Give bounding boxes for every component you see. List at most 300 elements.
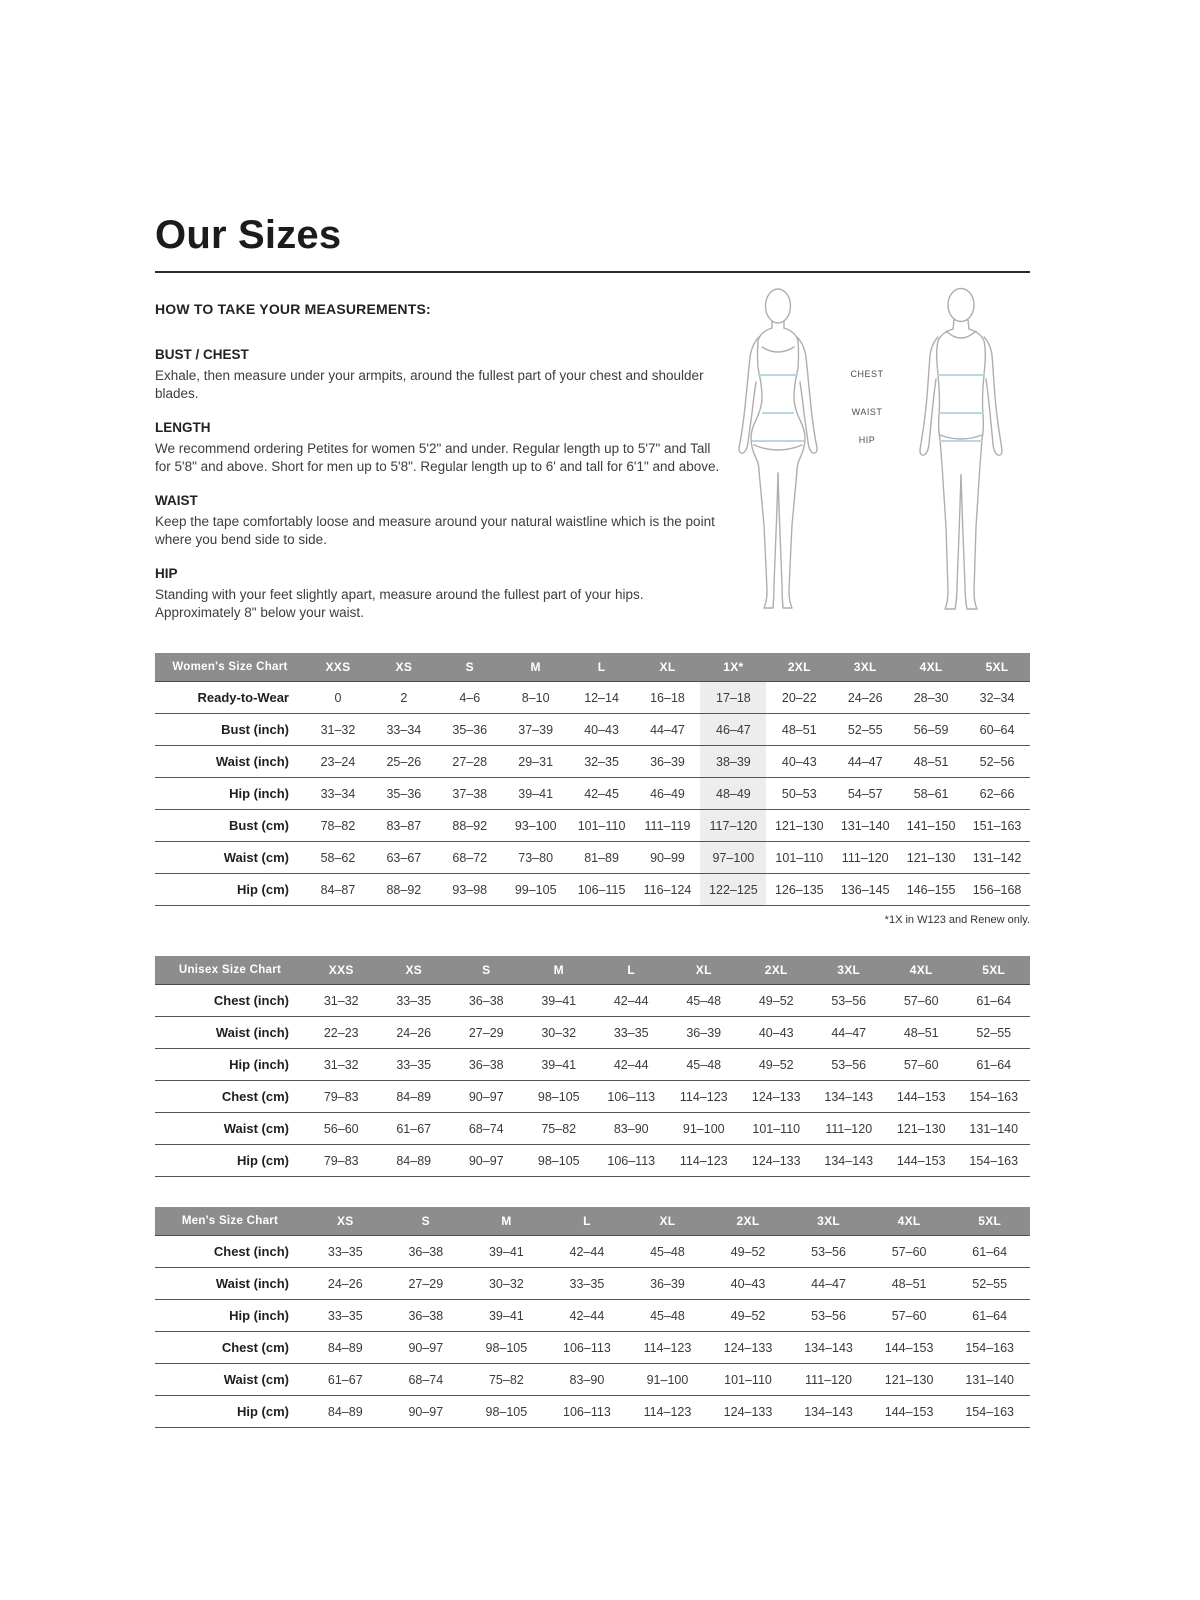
- size-cell: 91–100: [627, 1364, 708, 1396]
- size-cell: 50–53: [766, 778, 832, 810]
- table-row: [155, 1300, 1030, 1332]
- size-cell: 90–99: [635, 842, 701, 874]
- column-header: 4XL: [869, 1207, 950, 1236]
- size-cell: 46–47: [700, 714, 766, 746]
- row-label: Waist (inch): [155, 1268, 305, 1300]
- size-cell: 45–48: [627, 1236, 708, 1268]
- size-table-block-unisex: [155, 956, 1030, 1177]
- column-header: 4XL: [885, 956, 958, 985]
- size-table-unisex: [155, 956, 1030, 1177]
- size-cell: 84–87: [305, 874, 371, 906]
- size-cell: 40–43: [766, 746, 832, 778]
- size-cell: 31–32: [305, 1049, 378, 1081]
- size-cell: 83–90: [547, 1364, 628, 1396]
- column-header: 3XL: [788, 1207, 869, 1236]
- size-cell: 134–143: [788, 1396, 869, 1428]
- table-row: [155, 1113, 1030, 1145]
- size-cell: 49–52: [740, 985, 813, 1017]
- size-cell: 154–163: [949, 1332, 1030, 1364]
- size-cell: 53–56: [813, 1049, 886, 1081]
- table-row: [155, 842, 1030, 874]
- size-cell: 36–38: [450, 1049, 523, 1081]
- row-label: Hip (inch): [155, 778, 305, 810]
- size-cell: 61–64: [949, 1236, 1030, 1268]
- column-header: S: [386, 1207, 467, 1236]
- size-cell: 131–140: [958, 1113, 1031, 1145]
- size-cell: 57–60: [869, 1236, 950, 1268]
- size-cell: 25–26: [371, 746, 437, 778]
- size-cell: 48–51: [869, 1268, 950, 1300]
- size-cell: 154–163: [958, 1145, 1031, 1177]
- woman-outline: [739, 289, 817, 608]
- size-cell: 33–35: [305, 1300, 386, 1332]
- size-cell: 39–41: [503, 778, 569, 810]
- size-cell: 106–113: [547, 1332, 628, 1364]
- size-cell: 28–30: [898, 682, 964, 714]
- size-cell: 61–64: [949, 1300, 1030, 1332]
- size-cell: 78–82: [305, 810, 371, 842]
- size-cell: 48–51: [898, 746, 964, 778]
- size-cell: 2: [371, 682, 437, 714]
- row-label: Waist (inch): [155, 1017, 305, 1049]
- measurement-lines: [937, 375, 985, 441]
- size-cell: 134–143: [788, 1332, 869, 1364]
- size-cell: 68–74: [386, 1364, 467, 1396]
- size-cell: 40–43: [569, 714, 635, 746]
- size-cell: 37–38: [437, 778, 503, 810]
- size-cell: 32–34: [964, 682, 1030, 714]
- title-divider: [155, 271, 1030, 273]
- size-cell: 111–120: [813, 1113, 886, 1145]
- size-cell: 44–47: [813, 1017, 886, 1049]
- table-row: [155, 1049, 1030, 1081]
- size-cell: 121–130: [885, 1113, 958, 1145]
- size-cell: 52–55: [949, 1268, 1030, 1300]
- table-row: [155, 985, 1030, 1017]
- hip-label: HIP: [858, 435, 876, 445]
- size-cell: 98–105: [466, 1396, 547, 1428]
- size-cell: 53–56: [813, 985, 886, 1017]
- measurement-guide: [155, 301, 1030, 639]
- size-cell: 56–60: [305, 1113, 378, 1145]
- size-cell: 33–35: [547, 1268, 628, 1300]
- column-header: XL: [635, 653, 701, 682]
- row-label: Chest (inch): [155, 985, 305, 1017]
- table-row: [155, 810, 1030, 842]
- size-cell: 101–110: [740, 1113, 813, 1145]
- column-header: 2XL: [766, 653, 832, 682]
- size-cell: 24–26: [378, 1017, 451, 1049]
- size-cell: 24–26: [832, 682, 898, 714]
- size-cell: 39–41: [466, 1236, 547, 1268]
- man-figure-illustration: [896, 285, 1026, 630]
- column-header: 5XL: [958, 956, 1031, 985]
- size-cell: 27–28: [437, 746, 503, 778]
- measurement-instructions: [155, 301, 727, 639]
- size-cell: 29–31: [503, 746, 569, 778]
- size-cell: 114–123: [627, 1396, 708, 1428]
- column-header: S: [437, 653, 503, 682]
- size-cell: 45–48: [668, 1049, 741, 1081]
- size-cell: 35–36: [371, 778, 437, 810]
- size-cell: 16–18: [635, 682, 701, 714]
- size-tables: [155, 653, 1030, 1428]
- size-cell: 27–29: [386, 1268, 467, 1300]
- column-header: XS: [378, 956, 451, 985]
- size-cell: 52–56: [964, 746, 1030, 778]
- size-cell: 141–150: [898, 810, 964, 842]
- size-cell: 101–110: [569, 810, 635, 842]
- size-cell: 58–61: [898, 778, 964, 810]
- row-label: Hip (cm): [155, 1396, 305, 1428]
- size-cell: 42–45: [569, 778, 635, 810]
- row-label: Chest (cm): [155, 1081, 305, 1113]
- measurements-heading: HOW TO TAKE YOUR MEASUREMENTS:: [155, 301, 431, 317]
- size-cell: 17–18: [700, 682, 766, 714]
- row-label: Waist (cm): [155, 1113, 305, 1145]
- section-text: Exhale, then measure under your armpits, around the fullest part of your chest and shoulder blades.: [155, 368, 704, 401]
- size-cell: 44–47: [788, 1268, 869, 1300]
- size-cell: 83–87: [371, 810, 437, 842]
- size-cell: 53–56: [788, 1236, 869, 1268]
- section-text: Standing with your feet slightly apart, measure around the fullest part of your hips. Approximately 8" below your waist.: [155, 586, 644, 620]
- size-cell: 154–163: [958, 1081, 1031, 1113]
- size-cell: 36–39: [668, 1017, 741, 1049]
- size-cell: 33–34: [305, 778, 371, 810]
- row-label: Waist (cm): [155, 842, 305, 874]
- size-cell: 52–55: [958, 1017, 1031, 1049]
- size-cell: 84–89: [378, 1081, 451, 1113]
- size-cell: 39–41: [523, 1049, 596, 1081]
- size-cell: 90–97: [386, 1332, 467, 1364]
- size-cell: 33–35: [378, 985, 451, 1017]
- section-title: BUST / CHEST: [155, 347, 249, 362]
- measurement-section: [155, 566, 727, 622]
- size-cell: 146–155: [898, 874, 964, 906]
- size-cell: 22–23: [305, 1017, 378, 1049]
- size-table-block-mens: [155, 1207, 1030, 1428]
- size-cell: 98–105: [523, 1145, 596, 1177]
- column-header: L: [569, 653, 635, 682]
- body-figures: [718, 285, 1030, 630]
- size-cell: 37–39: [503, 714, 569, 746]
- size-cell: 136–145: [832, 874, 898, 906]
- section-text: We recommend ordering Petites for women 5'2" and under. Regular length up to 5'7" and Tall for 5'8" and above. Short for men up to 5'8". Regular length up to 6' and tall for 6'1" and above.: [155, 440, 720, 474]
- row-label: Ready-to-Wear: [155, 682, 305, 714]
- section-title: LENGTH: [155, 419, 211, 435]
- size-cell: 114–123: [668, 1081, 741, 1113]
- size-cell: 36–38: [450, 985, 523, 1017]
- woman-figure-illustration: [718, 285, 838, 630]
- measurement-sections: [155, 347, 727, 622]
- size-cell: 30–32: [523, 1017, 596, 1049]
- table-row: [155, 1236, 1030, 1268]
- size-cell: 48–49: [700, 778, 766, 810]
- size-cell: 60–64: [964, 714, 1030, 746]
- table-title: Women's Size Chart: [155, 653, 305, 682]
- size-cell: 32–35: [569, 746, 635, 778]
- size-cell: 40–43: [708, 1268, 789, 1300]
- size-cell: 106–113: [595, 1145, 668, 1177]
- size-cell: 61–64: [958, 1049, 1031, 1081]
- size-cell: 33–35: [305, 1236, 386, 1268]
- column-header: 5XL: [964, 653, 1030, 682]
- table-title: Unisex Size Chart: [155, 956, 305, 985]
- size-cell: 8–10: [503, 682, 569, 714]
- row-label: Bust (cm): [155, 810, 305, 842]
- row-label: Waist (inch): [155, 746, 305, 778]
- column-header: 3XL: [832, 653, 898, 682]
- size-cell: 4–6: [437, 682, 503, 714]
- row-label: Hip (cm): [155, 874, 305, 906]
- size-cell: 48–51: [766, 714, 832, 746]
- size-cell: 98–105: [466, 1332, 547, 1364]
- size-cell: 144–153: [885, 1081, 958, 1113]
- size-cell: 44–47: [635, 714, 701, 746]
- measurement-section: [155, 347, 727, 403]
- measurement-section: [155, 420, 727, 476]
- row-label: Bust (inch): [155, 714, 305, 746]
- size-cell: 48–51: [885, 1017, 958, 1049]
- size-cell: 75–82: [466, 1364, 547, 1396]
- size-cell: 33–35: [595, 1017, 668, 1049]
- size-cell: 83–90: [595, 1113, 668, 1145]
- size-cell: 122–125: [700, 874, 766, 906]
- size-cell: 49–52: [708, 1236, 789, 1268]
- size-cell: 23–24: [305, 746, 371, 778]
- size-cell: 45–48: [627, 1300, 708, 1332]
- size-cell: 45–48: [668, 985, 741, 1017]
- row-label: Hip (inch): [155, 1049, 305, 1081]
- column-header: L: [595, 956, 668, 985]
- size-cell: 126–135: [766, 874, 832, 906]
- size-table-womens: [155, 653, 1030, 906]
- size-table-mens: [155, 1207, 1030, 1428]
- size-cell: 121–130: [898, 842, 964, 874]
- size-cell: 81–89: [569, 842, 635, 874]
- size-cell: 111–120: [788, 1364, 869, 1396]
- table-header-row: [155, 653, 1030, 682]
- table-row: [155, 1145, 1030, 1177]
- waist-label: WAIST: [851, 407, 883, 417]
- size-cell: 106–113: [547, 1396, 628, 1428]
- size-cell: 24–26: [305, 1268, 386, 1300]
- size-cell: 61–67: [305, 1364, 386, 1396]
- size-cell: 63–67: [371, 842, 437, 874]
- size-cell: 88–92: [437, 810, 503, 842]
- size-cell: 91–100: [668, 1113, 741, 1145]
- size-cell: 144–153: [885, 1145, 958, 1177]
- size-cell: 111–119: [635, 810, 701, 842]
- page-title: Our Sizes: [155, 213, 342, 257]
- size-cell: 36–39: [635, 746, 701, 778]
- table-row: [155, 714, 1030, 746]
- size-cell: 88–92: [371, 874, 437, 906]
- size-cell: 57–60: [885, 1049, 958, 1081]
- table-row: [155, 746, 1030, 778]
- column-header: XS: [305, 1207, 386, 1236]
- column-header: M: [503, 653, 569, 682]
- row-label: Hip (cm): [155, 1145, 305, 1177]
- column-header: XS: [371, 653, 437, 682]
- size-cell: 121–130: [766, 810, 832, 842]
- column-header: M: [523, 956, 596, 985]
- table-footnote: *1X in W123 and Renew only.: [884, 914, 1030, 926]
- size-cell: 124–133: [740, 1145, 813, 1177]
- size-cell: 101–110: [766, 842, 832, 874]
- table-row: [155, 874, 1030, 906]
- size-cell: 90–97: [450, 1081, 523, 1113]
- size-cell: 154–163: [949, 1396, 1030, 1428]
- row-label: Chest (cm): [155, 1332, 305, 1364]
- column-header: XL: [627, 1207, 708, 1236]
- size-cell: 49–52: [708, 1300, 789, 1332]
- size-cell: 101–110: [708, 1364, 789, 1396]
- size-cell: 57–60: [869, 1300, 950, 1332]
- column-header: 4XL: [898, 653, 964, 682]
- section-text: Keep the tape comfortably loose and measure around your natural waistline which is the point where you bend side to side.: [155, 513, 715, 547]
- size-cell: 31–32: [305, 985, 378, 1017]
- size-cell: 106–115: [569, 874, 635, 906]
- size-cell: 144–153: [869, 1396, 950, 1428]
- size-cell: 35–36: [437, 714, 503, 746]
- size-cell: 58–62: [305, 842, 371, 874]
- column-header: 3XL: [813, 956, 886, 985]
- size-cell: 33–35: [378, 1049, 451, 1081]
- column-header: S: [450, 956, 523, 985]
- size-cell: 52–55: [832, 714, 898, 746]
- table-row: [155, 1017, 1030, 1049]
- size-cell: 44–47: [832, 746, 898, 778]
- size-cell: 61–67: [378, 1113, 451, 1145]
- size-cell: 49–52: [740, 1049, 813, 1081]
- size-cell: 97–100: [700, 842, 766, 874]
- size-cell: 117–120: [700, 810, 766, 842]
- size-cell: 27–29: [450, 1017, 523, 1049]
- size-cell: 114–123: [627, 1332, 708, 1364]
- size-cell: 36–39: [627, 1268, 708, 1300]
- size-cell: 42–44: [595, 985, 668, 1017]
- size-cell: 114–123: [668, 1145, 741, 1177]
- size-cell: 61–64: [958, 985, 1031, 1017]
- size-cell: 0: [305, 682, 371, 714]
- size-cell: 42–44: [595, 1049, 668, 1081]
- measurement-section: [155, 493, 727, 549]
- column-header: XL: [668, 956, 741, 985]
- column-header: 1X*: [700, 653, 766, 682]
- size-cell: 57–60: [885, 985, 958, 1017]
- size-cell: 84–89: [305, 1332, 386, 1364]
- size-cell: 131–142: [964, 842, 1030, 874]
- table-row: [155, 778, 1030, 810]
- size-cell: 144–153: [869, 1332, 950, 1364]
- column-header: 2XL: [708, 1207, 789, 1236]
- section-title: HIP: [155, 565, 178, 581]
- size-cell: 93–98: [437, 874, 503, 906]
- size-cell: 75–82: [523, 1113, 596, 1145]
- row-label: Hip (inch): [155, 1300, 305, 1332]
- size-cell: 42–44: [547, 1236, 628, 1268]
- size-cell: 84–89: [378, 1145, 451, 1177]
- table-row: [155, 682, 1030, 714]
- size-cell: 124–133: [740, 1081, 813, 1113]
- column-header: M: [466, 1207, 547, 1236]
- size-cell: 79–83: [305, 1081, 378, 1113]
- size-cell: 134–143: [813, 1145, 886, 1177]
- figure-labels: [838, 285, 896, 630]
- size-cell: 42–44: [547, 1300, 628, 1332]
- size-cell: 124–133: [708, 1396, 789, 1428]
- size-cell: 73–80: [503, 842, 569, 874]
- table-row: [155, 1364, 1030, 1396]
- size-cell: 156–168: [964, 874, 1030, 906]
- size-cell: 68–72: [437, 842, 503, 874]
- size-cell: 90–97: [386, 1396, 467, 1428]
- size-cell: 56–59: [898, 714, 964, 746]
- size-cell: 62–66: [964, 778, 1030, 810]
- column-header: L: [547, 1207, 628, 1236]
- size-cell: 53–56: [788, 1300, 869, 1332]
- table-title: Men's Size Chart: [155, 1207, 305, 1236]
- size-cell: 36–38: [386, 1300, 467, 1332]
- size-cell: 111–120: [832, 842, 898, 874]
- size-cell: 20–22: [766, 682, 832, 714]
- size-table-block-womens: [155, 653, 1030, 926]
- size-cell: 131–140: [832, 810, 898, 842]
- table-header-row: [155, 956, 1030, 985]
- man-outline: [920, 289, 1002, 610]
- size-cell: 30–32: [466, 1268, 547, 1300]
- column-header: 5XL: [949, 1207, 1030, 1236]
- size-cell: 134–143: [813, 1081, 886, 1113]
- size-cell: 54–57: [832, 778, 898, 810]
- size-cell: 131–140: [949, 1364, 1030, 1396]
- size-cell: 121–130: [869, 1364, 950, 1396]
- size-cell: 36–38: [386, 1236, 467, 1268]
- size-cell: 90–97: [450, 1145, 523, 1177]
- table-row: [155, 1268, 1030, 1300]
- size-cell: 40–43: [740, 1017, 813, 1049]
- row-label: Waist (cm): [155, 1364, 305, 1396]
- size-cell: 98–105: [523, 1081, 596, 1113]
- size-cell: 38–39: [700, 746, 766, 778]
- size-cell: 12–14: [569, 682, 635, 714]
- table-row: [155, 1081, 1030, 1113]
- row-label: Chest (inch): [155, 1236, 305, 1268]
- column-header: 2XL: [740, 956, 813, 985]
- table-header-row: [155, 1207, 1030, 1236]
- chest-label: CHEST: [850, 369, 884, 379]
- size-cell: 106–113: [595, 1081, 668, 1113]
- size-cell: 151–163: [964, 810, 1030, 842]
- table-row: [155, 1332, 1030, 1364]
- size-cell: 39–41: [523, 985, 596, 1017]
- section-title: WAIST: [155, 492, 198, 508]
- size-cell: 79–83: [305, 1145, 378, 1177]
- size-cell: 99–105: [503, 874, 569, 906]
- size-cell: 84–89: [305, 1396, 386, 1428]
- column-header: XXS: [305, 653, 371, 682]
- size-cell: 46–49: [635, 778, 701, 810]
- size-cell: 68–74: [450, 1113, 523, 1145]
- size-cell: 124–133: [708, 1332, 789, 1364]
- size-cell: 33–34: [371, 714, 437, 746]
- table-row: [155, 1396, 1030, 1428]
- size-cell: 31–32: [305, 714, 371, 746]
- size-cell: 93–100: [503, 810, 569, 842]
- size-cell: 116–124: [635, 874, 701, 906]
- size-cell: 39–41: [466, 1300, 547, 1332]
